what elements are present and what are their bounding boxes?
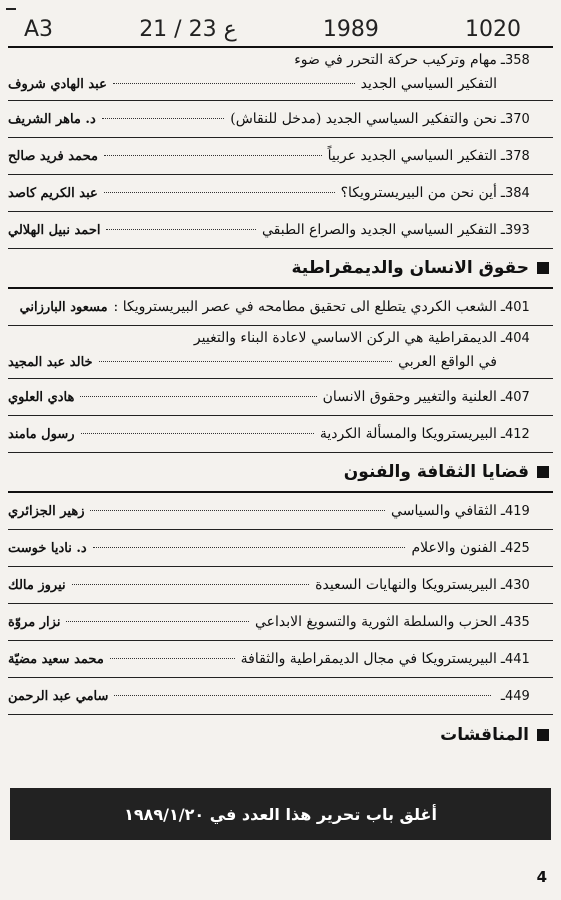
entry-author: خالد عبد المجيد bbox=[8, 355, 93, 370]
square-bullet-icon bbox=[537, 729, 549, 741]
page-num: 401 bbox=[505, 300, 530, 315]
toc-row: 430 ـ البيريسترويكا والنهايات السعيدة نيروز مالك bbox=[8, 567, 553, 604]
entry-title: الحزب والسلطة الثورية والتسويغ الابداعي bbox=[254, 614, 497, 630]
entry-author: عبد الكريم كاصد bbox=[8, 186, 98, 201]
leader-dots bbox=[102, 118, 224, 119]
page-num: 419 bbox=[505, 504, 530, 519]
entry-title: الديمقراطية هي الركن الاساسي لاعادة البناء والتغيير bbox=[193, 330, 497, 346]
entry-author: مسعود البارزاني bbox=[19, 300, 108, 315]
section-heading-culture bbox=[8, 453, 553, 493]
section-heading-human-rights bbox=[8, 249, 553, 289]
toc-row: 358 ـ مهام وتركيب حركة التحرر في ضوء التفكير السياسي الجديد عبد الهادي شروف bbox=[8, 50, 553, 101]
entry-author: محمد سعيد مضيّة bbox=[8, 652, 104, 667]
page-num: 404 bbox=[505, 331, 530, 346]
page-num: 407 bbox=[505, 390, 530, 405]
toc-row: 404 ـ الديمقراطية هي الركن الاساسي لاعادة البناء والتغيير في الواقع العربي خالد عبد المجيد bbox=[8, 326, 553, 379]
handwriting-year: 1989 bbox=[322, 17, 379, 42]
page-number: 4 bbox=[536, 868, 547, 886]
page-num: 435 bbox=[505, 615, 530, 630]
leader-dots bbox=[106, 229, 256, 230]
entry-title: الثقافي والسياسي bbox=[391, 503, 497, 519]
entry-author: نيروز مالك bbox=[8, 578, 66, 593]
toc-row: 425 ـ الفنون والاعلام د. ناديا خوست bbox=[8, 530, 553, 567]
entry-author: محمد فريد صالح bbox=[8, 149, 98, 164]
closing-notice-text: أغلق باب تحرير هذا العدد في ١٩٨٩/١/٢٠ bbox=[124, 804, 437, 824]
section-title: المناقشات bbox=[440, 725, 529, 745]
corner-mark bbox=[6, 8, 16, 10]
square-bullet-icon bbox=[537, 466, 549, 478]
entry-title-cont: في الواقع العربي bbox=[398, 354, 497, 370]
entry-title: البيريسترويكا والمسألة الكردية bbox=[319, 426, 497, 442]
square-bullet-icon bbox=[537, 262, 549, 274]
entry-author: احمد نبيل الهلالي bbox=[8, 223, 101, 238]
section-title: قضايا الثقافة والفنون bbox=[343, 462, 529, 482]
handwriting-a3: A3 bbox=[24, 17, 54, 42]
toc-row: 449 ـ سامي عبد الرحمن bbox=[8, 678, 553, 715]
leader-dots bbox=[113, 83, 355, 84]
page-num: 378 bbox=[505, 149, 530, 164]
closing-notice-banner bbox=[10, 788, 551, 840]
entry-author: د. ماهر الشريف bbox=[8, 112, 96, 127]
entry-author: نزار مروّة bbox=[8, 615, 61, 630]
toc-row: 370 ـ نحن والتفكير السياسي الجديد (مدخل للنقاش) د. ماهر الشريف bbox=[8, 101, 553, 138]
page-num: 412 bbox=[505, 427, 530, 442]
page-num: 384 bbox=[505, 186, 530, 201]
handwritten-notes bbox=[24, 10, 521, 42]
toc-row: 378 ـ التفكير السياسي الجديد عربياً محمد فريد صالح bbox=[8, 138, 553, 175]
entry-title: مهام وتركيب حركة التحرر في ضوء bbox=[294, 52, 497, 68]
handwriting-number: 1020 bbox=[465, 17, 521, 42]
page-num: 441 bbox=[505, 652, 530, 667]
entry-title: الشعب الكردي يتطلع الى تحقيق مطامحه في عصر البيريسترويكا : bbox=[113, 299, 497, 315]
entry-title: التفكير السياسي الجديد والصراع الطبقي bbox=[261, 222, 497, 238]
leader-dots bbox=[81, 433, 314, 434]
handwriting-issue: 21 / 23 ع bbox=[139, 17, 237, 42]
entry-title: البيريسترويكا في مجال الديمقراطية والثقافة bbox=[240, 651, 497, 667]
toc-row: 419 ـ الثقافي والسياسي زهير الجزائري bbox=[8, 493, 553, 530]
entry-title: الفنون والاعلام bbox=[411, 540, 497, 556]
section-heading-discussions bbox=[8, 715, 553, 755]
table-of-contents bbox=[8, 50, 553, 755]
entry-title-cont: التفكير السياسي الجديد bbox=[360, 76, 497, 92]
leader-dots bbox=[90, 510, 385, 511]
leader-dots bbox=[114, 695, 490, 696]
page-num: 393 bbox=[505, 223, 530, 238]
entry-title: التفكير السياسي الجديد عربياً bbox=[327, 148, 497, 164]
section-title: حقوق الانسان والديمقراطية bbox=[291, 258, 529, 278]
entry-title: العلنية والتغيير وحقوق الانسان bbox=[322, 389, 497, 405]
toc-row: 407 ـ العلنية والتغيير وحقوق الانسان هادي العلوي bbox=[8, 379, 553, 416]
entry-author: هادي العلوي bbox=[8, 390, 75, 405]
entry-author: رسول مامند bbox=[8, 427, 75, 442]
toc-row: 401 ـ الشعب الكردي يتطلع الى تحقيق مطامحه في عصر البيريسترويكا : مسعود البارزاني bbox=[8, 289, 553, 326]
leader-dots bbox=[93, 547, 406, 548]
leader-dots bbox=[72, 584, 310, 585]
page-num: 449 bbox=[505, 689, 530, 704]
page-num: 358 bbox=[505, 53, 530, 68]
toc-row: 435 ـ الحزب والسلطة الثورية والتسويغ الابداعي نزار مروّة bbox=[8, 604, 553, 641]
toc-row: 441 ـ البيريسترويكا في مجال الديمقراطية والثقافة محمد سعيد مضيّة bbox=[8, 641, 553, 678]
page-num: 430 bbox=[505, 578, 530, 593]
toc-row: 384 ـ أين نحن من البيريسترويكا؟ عبد الكريم كاصد bbox=[8, 175, 553, 212]
toc-row: 393 ـ التفكير السياسي الجديد والصراع الطبقي احمد نبيل الهلالي bbox=[8, 212, 553, 249]
top-rule bbox=[8, 46, 553, 48]
entry-author: د. ناديا خوست bbox=[8, 541, 87, 556]
entry-author: زهير الجزائري bbox=[8, 504, 85, 519]
leader-dots bbox=[80, 396, 316, 397]
leader-dots bbox=[99, 361, 393, 362]
leader-dots bbox=[104, 192, 335, 193]
entry-title: البيريسترويكا والنهايات السعيدة bbox=[315, 577, 497, 593]
page-num: 425 bbox=[505, 541, 530, 556]
page-num: 370 bbox=[505, 112, 530, 127]
leader-dots bbox=[110, 658, 235, 659]
entry-title: نحن والتفكير السياسي الجديد (مدخل للنقاش) bbox=[230, 111, 497, 127]
entry-author: سامي عبد الرحمن bbox=[8, 689, 109, 704]
leader-dots bbox=[104, 155, 322, 156]
entry-author: عبد الهادي شروف bbox=[8, 77, 107, 92]
entry-title: أين نحن من البيريسترويكا؟ bbox=[340, 185, 497, 201]
toc-row: 412 ـ البيريسترويكا والمسألة الكردية رسول مامند bbox=[8, 416, 553, 453]
leader-dots bbox=[66, 621, 249, 622]
